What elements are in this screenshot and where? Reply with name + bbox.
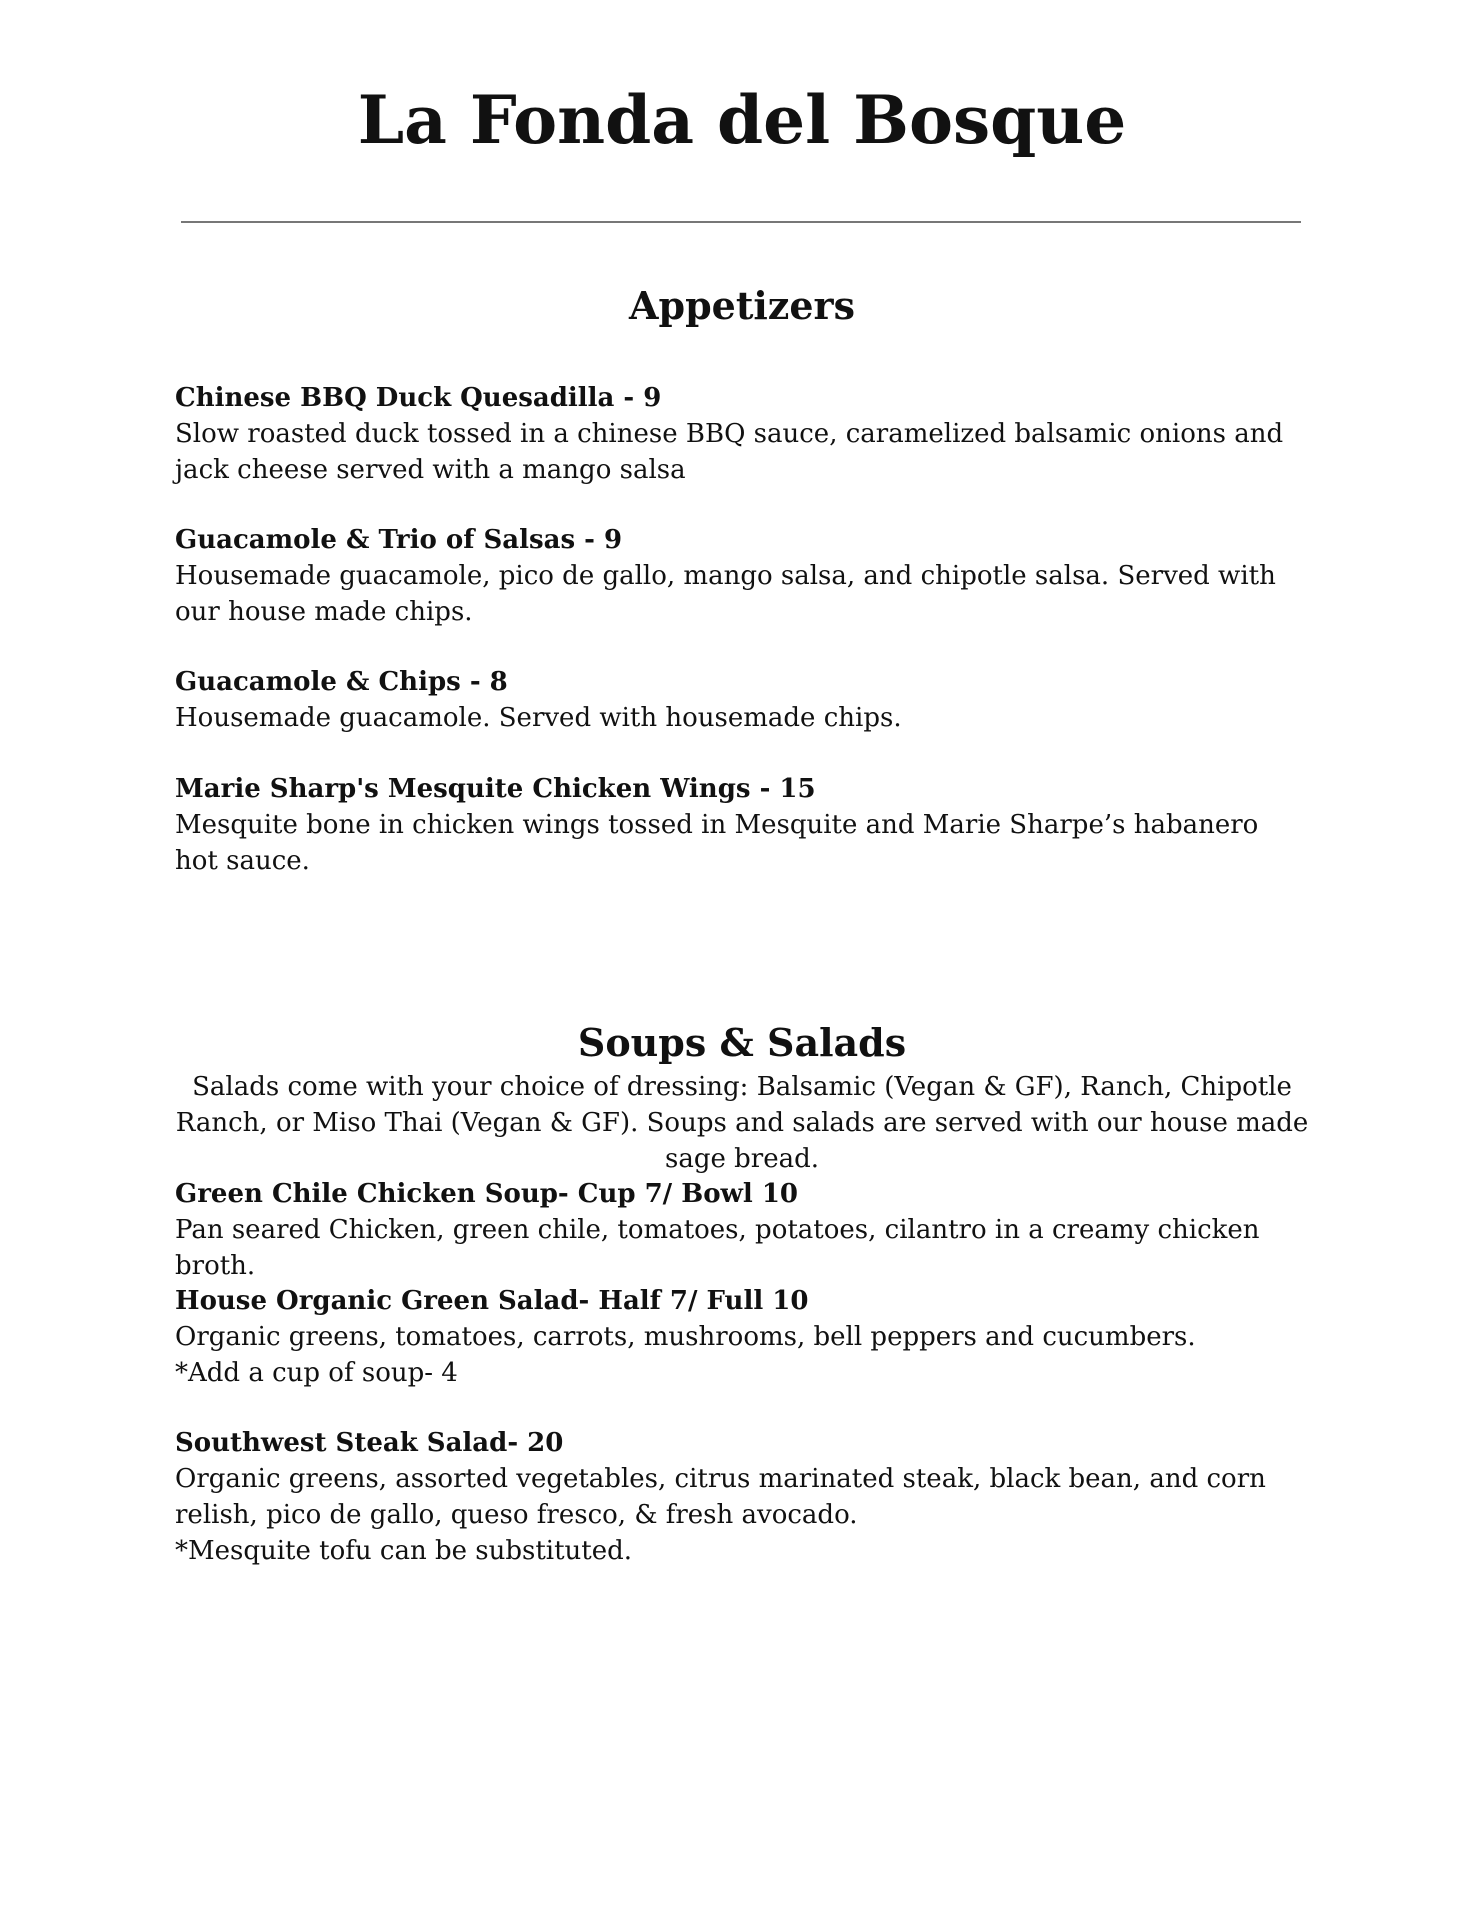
menu-item	[175, 1283, 1305, 1391]
item-name: Chinese BBQ Duck Quesadilla - 9	[175, 383, 662, 413]
item-note: *Mesquite tofu can be substituted.	[175, 1536, 633, 1566]
menu-item	[175, 1425, 1305, 1569]
item-note: *Add a cup of soup- 4	[175, 1358, 458, 1388]
dressing-note: Salads come with your choice of dressing: Balsamic (Vegan & GF), Ranch, Chipotle Ranch, or Miso Thai (Vegan & GF). Soups and salads are served with our house made sage bread.	[175, 1072, 1309, 1174]
menu-item	[175, 380, 1305, 488]
item-name: Marie Sharp's Mesquite Chicken Wings - 15	[175, 774, 816, 804]
appetizers-heading: Appetizers	[629, 283, 855, 328]
menu-item	[175, 771, 1305, 879]
title-divider	[181, 221, 1301, 223]
item-description: Pan seared Chicken, green chile, tomatoes, potatoes, cilantro in a creamy chicken broth.	[175, 1215, 1260, 1281]
menu-item	[175, 1176, 1305, 1284]
item-name: Guacamole & Trio of Salsas - 9	[175, 525, 623, 555]
item-description: Housemade guacamole. Served with housemade chips.	[175, 703, 902, 733]
restaurant-title: La Fonda del Bosque	[357, 81, 1127, 159]
item-name: Green Chile Chicken Soup- Cup 7/ Bowl 10	[175, 1179, 799, 1209]
item-description: Organic greens, tomatoes, carrots, mushrooms, bell peppers and cucumbers.	[175, 1322, 1196, 1352]
item-description: Mesquite bone in chicken wings tossed in Mesquite and Marie Sharpe’s habanero hot sauce.	[175, 810, 1259, 876]
soups-salads-heading: Soups & Salads	[577, 1020, 907, 1065]
item-description: Slow roasted duck tossed in a chinese BBQ sauce, caramelized balsamic onions and jack cheese served with a mango salsa	[175, 419, 1284, 485]
item-name: Southwest Steak Salad- 20	[175, 1428, 564, 1458]
item-description: Organic greens, assorted vegetables, citrus marinated steak, black bean, and corn relish, pico de gallo, queso fresco, & fresh avocado.	[175, 1464, 1266, 1530]
item-name: House Organic Green Salad- Half 7/ Full 10	[175, 1286, 809, 1316]
menu-item	[175, 522, 1305, 630]
item-name: Guacamole & Chips - 8	[175, 667, 508, 697]
item-description: Housemade guacamole, pico de gallo, mango salsa, and chipotle salsa. Served with our house made chips.	[175, 561, 1276, 627]
menu-item	[175, 664, 1305, 736]
